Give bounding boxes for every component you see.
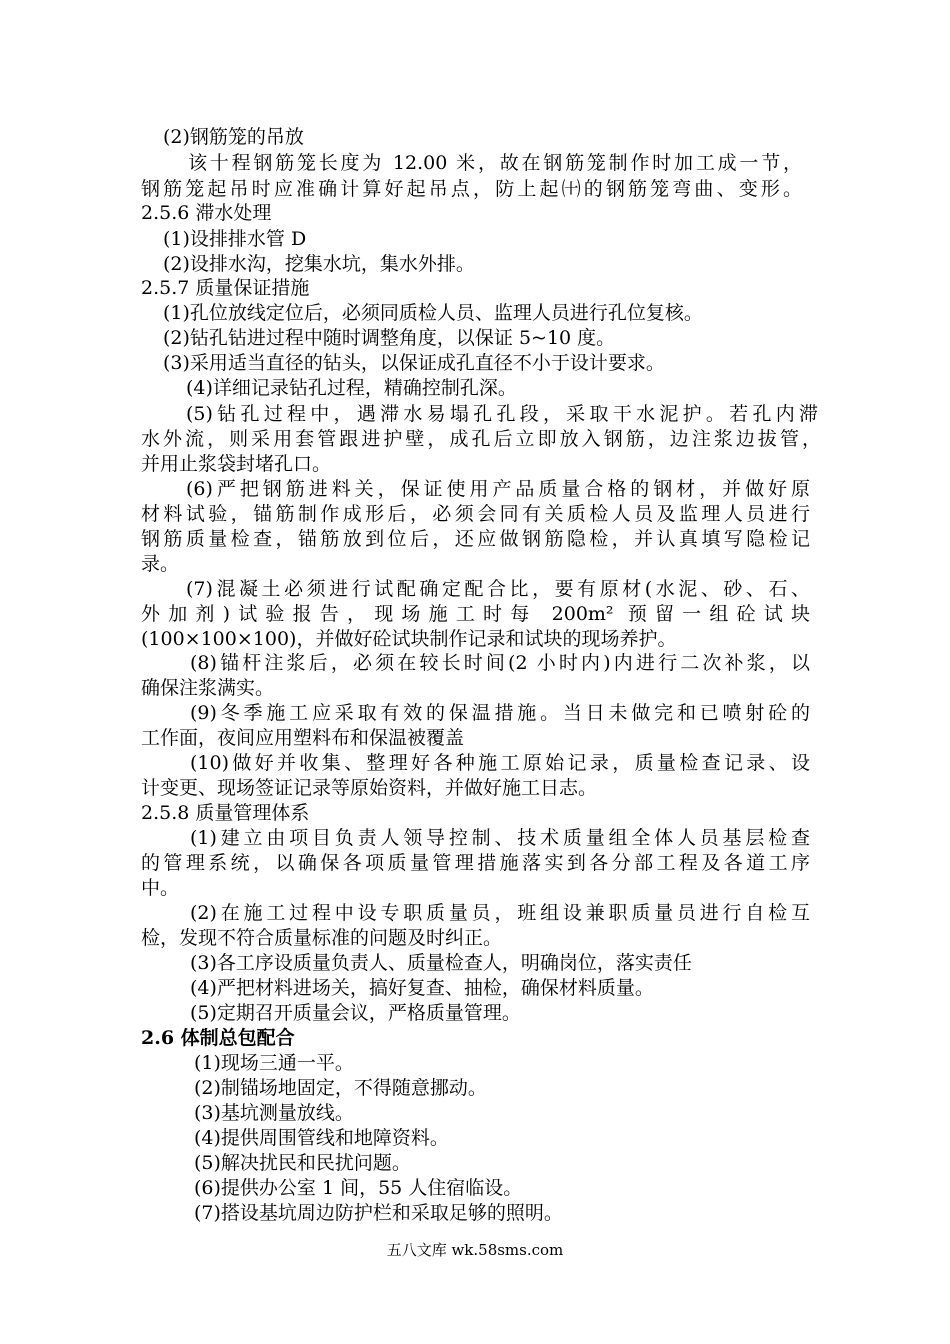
list-item: (4)详细记录钻孔过程，精确控制孔深。 [186,377,517,399]
paragraph-line: (5)钻孔过程中，遇滞水易塌孔孔段，采取干水泥护。若孔内滞 [186,403,818,425]
paragraph-line: (2)在施工过程中设专职质量员，班组设兼职质量员进行自检互 [190,902,810,924]
paragraph-line: 钢筋笼起吊时应准确计算好起吊点，防上起㈩的钢筋笼弯曲、变形。 [141,178,802,200]
paragraph-line: 外加剂)试验报告，现场施工时每 200m² 预留一组砼试块 [141,603,810,625]
list-item: (3)基坑测量放线。 [194,1102,354,1124]
list-item: (2)钻孔钻进过程中随时调整角度，以保证 5~10 度。 [163,327,616,349]
paragraph-line: 钢筋质量检查，锚筋放到位后，还应做钢筋隐检，并认真填写隐检记 [141,528,810,550]
paragraph-line: (1)建立由项目负责人领导控制、技术质量组全体人员基层检查 [190,827,810,849]
list-item: (2)设排水沟，挖集水坑，集水外排。 [163,253,475,275]
list-item-heading: (2)钢筋笼的吊放 [163,126,304,148]
list-item: (3)各工序设质量负责人、质量检查人，明确岗位，落实责任 [190,952,692,974]
section-heading: 2.5.7 质量保证措施 [141,277,310,299]
list-item: (7)搭设基坑周边防护栏和采取足够的照明。 [194,1202,563,1224]
list-item: (6)提供办公室 1 间，55 人住宿临设。 [194,1177,523,1199]
section-heading: 2.5.6 滞水处理 [141,202,272,224]
list-item: (4)提供周围管线和地障资料。 [194,1127,449,1149]
paragraph-line: 工作面，夜间应用塑料布和保温被覆盖 [141,727,465,749]
list-item: (5)定期召开质量会议，严格质量管理。 [190,1002,521,1024]
paragraph-line: 录。 [141,553,180,575]
paragraph-line: 中。 [141,877,180,899]
list-item: (1)孔位放线定位后，必须同质检人员、监理人员进行孔位复核。 [163,302,703,324]
paragraph-line: 材料试验，锚筋制作成形后，必须会同有关质检人员及监理人员进行 [141,503,810,525]
section-heading-bold: 2.6 体制总包配合 [141,1027,295,1049]
list-item: (3)采用适当直径的钻头，以保证成孔直径不小于设计要求。 [163,352,665,374]
paragraph-line: (100×100×100)，并做好砼试块制作记录和试块的现场养护。 [141,628,677,650]
paragraph-line: (9)冬季施工应采取有效的保温措施。当日未做完和已喷射砼的 [190,702,810,724]
paragraph-line: (6)严把钢筋进料关，保证使用产品质量合格的钢材，并做好原 [186,478,810,500]
list-item: (5)解决扰民和民扰问题。 [194,1152,411,1174]
section-heading: 2.5.8 质量管理体系 [141,802,310,824]
paragraph-line: 确保注浆满实。 [141,677,275,699]
page-footer: 五八文库 wk.58sms.com [386,1241,564,1259]
paragraph-line: 计变更、现场签证记录等原始资料，并做好施工日志。 [141,777,598,799]
paragraph-line: (10)做好并收集、整理好各种施工原始记录，质量检查记录、设 [190,752,810,774]
paragraph-line: (7)混凝土必须进行试配确定配合比，要有原材(水泥、砂、石、 [186,578,810,600]
paragraph-line: 该十程钢筋笼长度为 12.00 米，故在钢筋笼制作时加工成一节， [188,152,802,174]
paragraph-line: 检，发现不符合质量标准的问题及时纠正。 [141,927,503,949]
list-item: (2)制锚场地固定，不得随意挪动。 [194,1077,487,1099]
paragraph-line: (8)锚杆注浆后，必须在较长时间(2 小时内)内进行二次补浆，以 [190,652,810,674]
paragraph-line: 并用止浆袋封堵孔口。 [141,453,332,475]
paragraph-line: 水外流，则采用套管跟进护壁，成孔后立即放入钢筋，边注浆边拔管， [141,428,821,450]
paragraph-line: 的管理系统，以确保各项质量管理措施落实到各分部工程及各道工序 [141,852,810,874]
list-item: (4)严把材料进场关，搞好复查、抽检，确保材料质量。 [190,977,654,999]
list-item: (1)设排排水管 D [163,228,307,250]
list-item: (1)现场三通一平。 [194,1052,354,1074]
